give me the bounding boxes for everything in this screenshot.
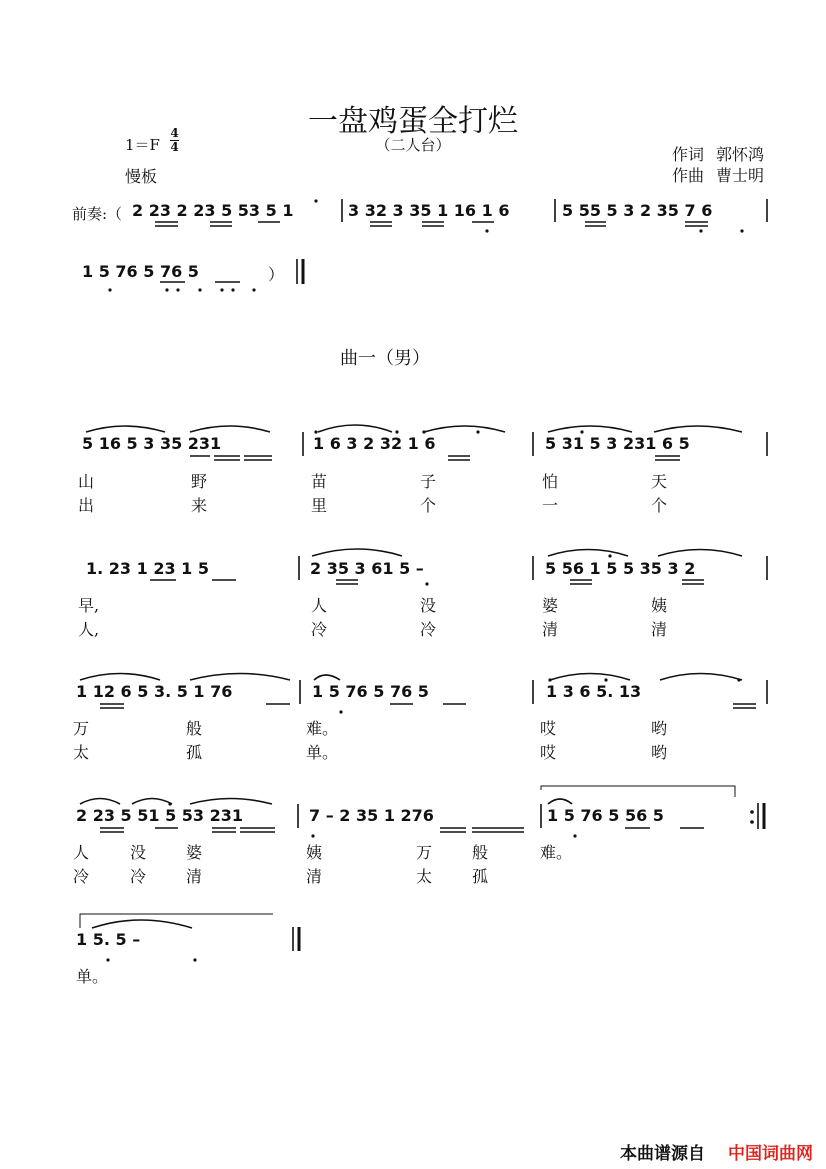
lyric: 个 bbox=[420, 496, 437, 515]
lyric: 来 bbox=[191, 496, 208, 515]
prelude-measure-4: 1 5 76 5 76 5 bbox=[82, 262, 199, 281]
lyric: 婆 bbox=[186, 843, 203, 862]
slur bbox=[312, 549, 402, 556]
slur bbox=[658, 550, 742, 557]
lower-octave-dot bbox=[425, 582, 428, 585]
lyric: 早, bbox=[78, 596, 100, 615]
upper-octave-dot bbox=[548, 678, 551, 681]
footer-site-link[interactable]: 中国词曲网 bbox=[728, 1144, 813, 1164]
slur bbox=[654, 426, 742, 432]
prelude-measure-3: 5 55 5 3 2 35 7 6 bbox=[562, 201, 713, 220]
lyric: 冷 bbox=[73, 867, 90, 886]
lyric: 没 bbox=[130, 843, 147, 862]
lyric: 姨 bbox=[306, 843, 323, 862]
key-signature: 1＝F bbox=[125, 136, 160, 154]
lower-octave-dot bbox=[252, 288, 255, 291]
lower-octave-dot bbox=[106, 958, 109, 961]
lyric: 单。 bbox=[76, 967, 109, 986]
lyric: 婆 bbox=[542, 596, 559, 615]
time-signature-top: 4 bbox=[170, 126, 179, 140]
first-ending-bracket bbox=[541, 786, 735, 797]
lyric: 哟 bbox=[651, 719, 668, 738]
slur bbox=[424, 426, 505, 432]
credit-label: 作词 bbox=[672, 145, 705, 164]
measure: 1 5 76 5 56 5 bbox=[547, 806, 664, 825]
lower-octave-dot bbox=[699, 229, 702, 232]
lyric: 没 bbox=[420, 596, 437, 615]
credit-label: 作曲 bbox=[672, 166, 705, 185]
lyric: 人 bbox=[311, 596, 328, 615]
lower-octave-dot bbox=[740, 229, 743, 232]
lower-octave-dot bbox=[220, 288, 223, 291]
slur bbox=[92, 920, 192, 928]
lyric: 单。 bbox=[306, 743, 339, 762]
lower-octave-dot bbox=[231, 288, 234, 291]
lower-octave-dot bbox=[198, 288, 201, 291]
slur bbox=[660, 674, 742, 681]
slur bbox=[314, 675, 340, 680]
upper-octave-dot bbox=[422, 430, 425, 433]
repeat-dot bbox=[750, 810, 754, 814]
measure: 1 12 6 5 3. 5 1 76 bbox=[76, 682, 233, 701]
upper-octave-dot bbox=[314, 430, 317, 433]
upper-octave-dot bbox=[608, 554, 611, 557]
lyric: 难。 bbox=[540, 843, 573, 862]
second-ending-bracket bbox=[80, 914, 273, 928]
lyric: 万 bbox=[73, 719, 90, 738]
lyric: 清 bbox=[186, 867, 203, 886]
lyric: 清 bbox=[651, 620, 668, 639]
upper-octave-dot bbox=[168, 802, 171, 805]
measure: 5 16 5 3 35 231 bbox=[82, 434, 222, 453]
upper-octave-dot bbox=[314, 199, 317, 202]
lower-octave-dot bbox=[176, 288, 179, 291]
lyric: 般 bbox=[186, 719, 203, 738]
upper-octave-dot bbox=[476, 430, 479, 433]
lower-octave-dot bbox=[339, 710, 342, 713]
lyric: 孤 bbox=[186, 743, 203, 762]
lyric: 人 bbox=[73, 843, 90, 862]
lyric: 哟 bbox=[651, 743, 668, 762]
lyric: 姨 bbox=[651, 596, 668, 615]
lyric: 冷 bbox=[130, 867, 147, 886]
lyric: 般 bbox=[472, 843, 489, 862]
lyric: 哎 bbox=[540, 719, 557, 738]
song-title: 一盘鸡蛋全打烂 bbox=[308, 104, 518, 139]
lyric: 山 bbox=[78, 472, 95, 491]
lower-octave-dot bbox=[108, 288, 111, 291]
slur bbox=[318, 425, 392, 432]
section-title: 曲一（男） bbox=[340, 348, 430, 369]
lyric: 万 bbox=[416, 843, 433, 862]
lyric: 难。 bbox=[306, 719, 339, 738]
repeat-dot bbox=[750, 820, 754, 824]
upper-octave-dot bbox=[580, 430, 583, 433]
slur bbox=[548, 799, 572, 804]
lyric: 太 bbox=[416, 867, 433, 886]
time-signature-bottom: 4 bbox=[170, 140, 179, 154]
lyric: 天 bbox=[651, 472, 668, 491]
slur bbox=[548, 426, 632, 432]
tempo-marking: 慢板 bbox=[125, 167, 158, 186]
slur bbox=[190, 799, 272, 805]
measure: 1 3 6 5. 13 bbox=[546, 682, 642, 701]
lower-octave-dot bbox=[311, 834, 314, 837]
prelude-label: 前奏:（ bbox=[72, 205, 123, 223]
prelude-close: ） bbox=[268, 265, 285, 284]
slur bbox=[86, 426, 165, 432]
prelude-measure-2: 3 32 3 35 1 16 1 6 bbox=[348, 201, 510, 220]
slur bbox=[190, 674, 290, 681]
slur bbox=[550, 674, 630, 681]
measure: 5 31 5 3 231 6 5 bbox=[545, 434, 690, 453]
lyric: 一 bbox=[542, 496, 559, 515]
lyric: 孤 bbox=[472, 867, 489, 886]
lyric: 苗 bbox=[311, 472, 328, 491]
lyric: 清 bbox=[306, 867, 323, 886]
lyric: 清 bbox=[542, 620, 559, 639]
lyric: 野 bbox=[191, 472, 208, 491]
lyric: 人, bbox=[78, 620, 100, 639]
credit-name: 郭怀鸿 bbox=[716, 145, 765, 164]
slur bbox=[80, 674, 160, 681]
lyric: 个 bbox=[651, 496, 668, 515]
measure: 1. 23 1 23 1 5 bbox=[86, 559, 209, 578]
measure: 2 23 5 51 5 53 231 bbox=[76, 806, 244, 825]
slur bbox=[548, 550, 628, 557]
lyric: 太 bbox=[73, 743, 90, 762]
measure: 1 5. 5 – bbox=[76, 930, 141, 949]
prelude-measure-1: 2 23 2 23 5 53 5 1 bbox=[132, 201, 294, 220]
measure: 1 6 3 2 32 1 6 bbox=[313, 434, 436, 453]
credit-name: 曹士明 bbox=[716, 166, 765, 185]
lower-octave-dot bbox=[485, 229, 488, 232]
measure: 2 35 3 61 5 – bbox=[310, 559, 424, 578]
lyric: 出 bbox=[78, 496, 95, 515]
measure: 7 – 2 35 1 276 bbox=[309, 806, 434, 825]
footer-source-label: 本曲谱源自 bbox=[620, 1144, 705, 1164]
upper-octave-dot bbox=[395, 430, 398, 433]
lyric: 冷 bbox=[420, 620, 437, 639]
lyric: 哎 bbox=[540, 743, 557, 762]
measure: 5 56 1 5 5 35 3 2 bbox=[545, 559, 696, 578]
upper-octave-dot bbox=[604, 678, 607, 681]
lower-octave-dot bbox=[193, 958, 196, 961]
slur bbox=[80, 799, 120, 805]
slur bbox=[132, 799, 172, 805]
measure: 1 5 76 5 76 5 bbox=[312, 682, 429, 701]
lyric: 怕 bbox=[542, 472, 559, 491]
upper-octave-dot bbox=[737, 678, 740, 681]
lyric: 子 bbox=[420, 472, 437, 491]
lyric: 里 bbox=[311, 496, 328, 515]
song-subtitle: （二人台） bbox=[375, 136, 451, 154]
lyric: 冷 bbox=[311, 620, 328, 639]
lower-octave-dot bbox=[165, 288, 168, 291]
lower-octave-dot bbox=[573, 834, 576, 837]
slur bbox=[190, 426, 270, 432]
